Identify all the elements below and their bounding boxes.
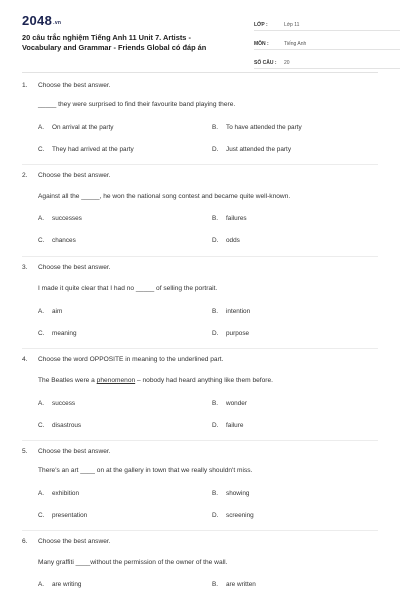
question-text-before: The Beatles were a — [38, 377, 97, 384]
option-letter: D. — [212, 512, 219, 519]
question-instruction: Choose the word OPPOSITE in meaning to the underlined part. — [38, 356, 224, 363]
meta-value: 20 — [284, 60, 290, 66]
option-text: wonder — [226, 400, 247, 407]
option-text: failures — [226, 215, 247, 222]
option-letter: C. — [38, 237, 45, 244]
option-text: They had arrived at the party — [52, 146, 134, 153]
option-letter: D. — [212, 422, 219, 429]
option-text: successes — [52, 215, 82, 222]
option-d[interactable] — [212, 512, 254, 519]
question-number: 2. — [22, 172, 28, 179]
question-divider — [22, 530, 378, 531]
page-header — [22, 0, 378, 74]
option-text: intention — [226, 308, 251, 315]
question-header — [22, 538, 378, 550]
question-3 — [22, 264, 378, 337]
question-text: I made it quite clear that I had no _____ of selling the portrait. — [38, 285, 218, 292]
option-letter: A. — [38, 490, 45, 497]
logo-suffix: .vn — [53, 20, 62, 26]
option-text: are written — [226, 581, 256, 588]
meta-label: LỚP : — [254, 22, 268, 28]
option-text: purpose — [226, 330, 250, 337]
option-c[interactable] — [38, 330, 77, 337]
option-letter: A. — [38, 124, 45, 131]
question-header — [22, 356, 378, 368]
question-number: 5. — [22, 448, 28, 455]
option-text: success — [52, 400, 76, 407]
option-letter: B. — [212, 400, 219, 407]
option-letter: D. — [212, 330, 219, 337]
option-text: Just attended the party — [226, 146, 292, 153]
question-2 — [22, 172, 378, 244]
question-divider — [22, 440, 378, 441]
option-c[interactable] — [38, 512, 87, 519]
question-divider — [22, 256, 378, 257]
option-a[interactable] — [38, 215, 82, 222]
option-letter: A. — [38, 215, 45, 222]
meta-label: MÔN : — [254, 41, 269, 47]
question-text — [38, 377, 273, 384]
option-b[interactable] — [212, 490, 249, 497]
option-text: failure — [226, 422, 244, 429]
question-text: There's an art ____ on at the gallery in town that we really shouldn't miss. — [38, 467, 253, 474]
option-c[interactable] — [38, 146, 134, 153]
meta-row-class — [254, 16, 400, 31]
option-letter: D. — [212, 146, 219, 153]
option-text: presentation — [52, 512, 88, 519]
question-text: Against all the _____, he won the national song contest and became quite well-known. — [38, 193, 291, 200]
question-number: 3. — [22, 264, 28, 271]
meta-info — [254, 16, 400, 73]
question-1 — [22, 82, 378, 153]
question-text: Many graffiti ____without the permission of the owner of the wall. — [38, 559, 228, 566]
underlined-word: phenomenon — [96, 377, 136, 384]
question-number: 4. — [22, 356, 28, 363]
option-text: On arrival at the party — [52, 124, 114, 131]
option-a[interactable] — [38, 400, 75, 407]
option-b[interactable] — [212, 124, 302, 131]
logo-main: 2048 — [22, 13, 53, 28]
question-header — [22, 172, 378, 184]
question-text-after: – nobody had heard anything like them before. — [135, 377, 273, 384]
header-divider — [22, 72, 378, 73]
site-logo[interactable] — [22, 13, 61, 28]
option-b[interactable] — [212, 308, 250, 315]
question-5 — [22, 448, 378, 519]
question-divider — [22, 348, 378, 349]
option-c[interactable] — [38, 237, 76, 244]
option-letter: C. — [38, 146, 45, 153]
option-text: odds — [226, 237, 240, 244]
option-text: meaning — [52, 330, 77, 337]
option-letter: A. — [38, 581, 45, 588]
option-a[interactable] — [38, 308, 62, 315]
option-a[interactable] — [38, 490, 79, 497]
option-text: To have attended the party — [226, 124, 302, 131]
option-letter: B. — [212, 124, 219, 131]
question-instruction: Choose the best answer. — [38, 264, 111, 271]
option-letter: B. — [212, 308, 219, 315]
option-b[interactable] — [212, 400, 247, 407]
option-d[interactable] — [212, 146, 291, 153]
question-instruction: Choose the best answer. — [38, 448, 111, 455]
question-instruction: Choose the best answer. — [38, 538, 111, 545]
option-a[interactable] — [38, 581, 81, 588]
option-d[interactable] — [212, 422, 243, 429]
page-title: 20 câu trắc nghiệm Tiếng Anh 11 Unit 7. Artists - Vocabulary and Grammar - Friends Global có đáp án — [22, 33, 207, 52]
option-text: are writing — [52, 581, 82, 588]
option-b[interactable] — [212, 215, 247, 222]
question-4 — [22, 356, 378, 429]
question-instruction: Choose the best answer. — [38, 82, 111, 89]
option-letter: D. — [212, 237, 219, 244]
question-number: 6. — [22, 538, 28, 545]
option-letter: C. — [38, 330, 45, 337]
meta-row-count — [254, 54, 400, 69]
question-number: 1. — [22, 82, 28, 89]
question-header — [22, 82, 378, 94]
question-header — [22, 448, 378, 460]
question-text: _____ they were surprised to find their favourite band playing there. — [38, 101, 236, 108]
option-letter: A. — [38, 308, 45, 315]
question-instruction: Choose the best answer. — [38, 172, 111, 179]
option-letter: C. — [38, 422, 45, 429]
option-text: disastrous — [52, 422, 82, 429]
option-text: aim — [52, 308, 63, 315]
meta-label: SỐ CÂU : — [254, 60, 277, 66]
option-text: showing — [226, 490, 250, 497]
option-d[interactable] — [212, 330, 249, 337]
meta-row-subject — [254, 35, 400, 50]
meta-value: Lớp 11 — [284, 22, 300, 28]
option-b[interactable] — [212, 581, 256, 588]
option-letter: C. — [38, 512, 45, 519]
option-letter: B. — [212, 490, 219, 497]
option-letter: B. — [212, 215, 219, 222]
question-header — [22, 264, 378, 276]
option-a[interactable] — [38, 124, 113, 131]
option-text: chances — [52, 237, 76, 244]
option-letter: B. — [212, 581, 219, 588]
option-text: exhibition — [52, 490, 80, 497]
option-d[interactable] — [212, 237, 240, 244]
option-c[interactable] — [38, 422, 81, 429]
meta-value: Tiếng Anh — [284, 41, 307, 47]
question-divider — [22, 164, 378, 165]
option-text: screening — [226, 512, 254, 519]
option-letter: A. — [38, 400, 45, 407]
question-6 — [22, 538, 378, 588]
